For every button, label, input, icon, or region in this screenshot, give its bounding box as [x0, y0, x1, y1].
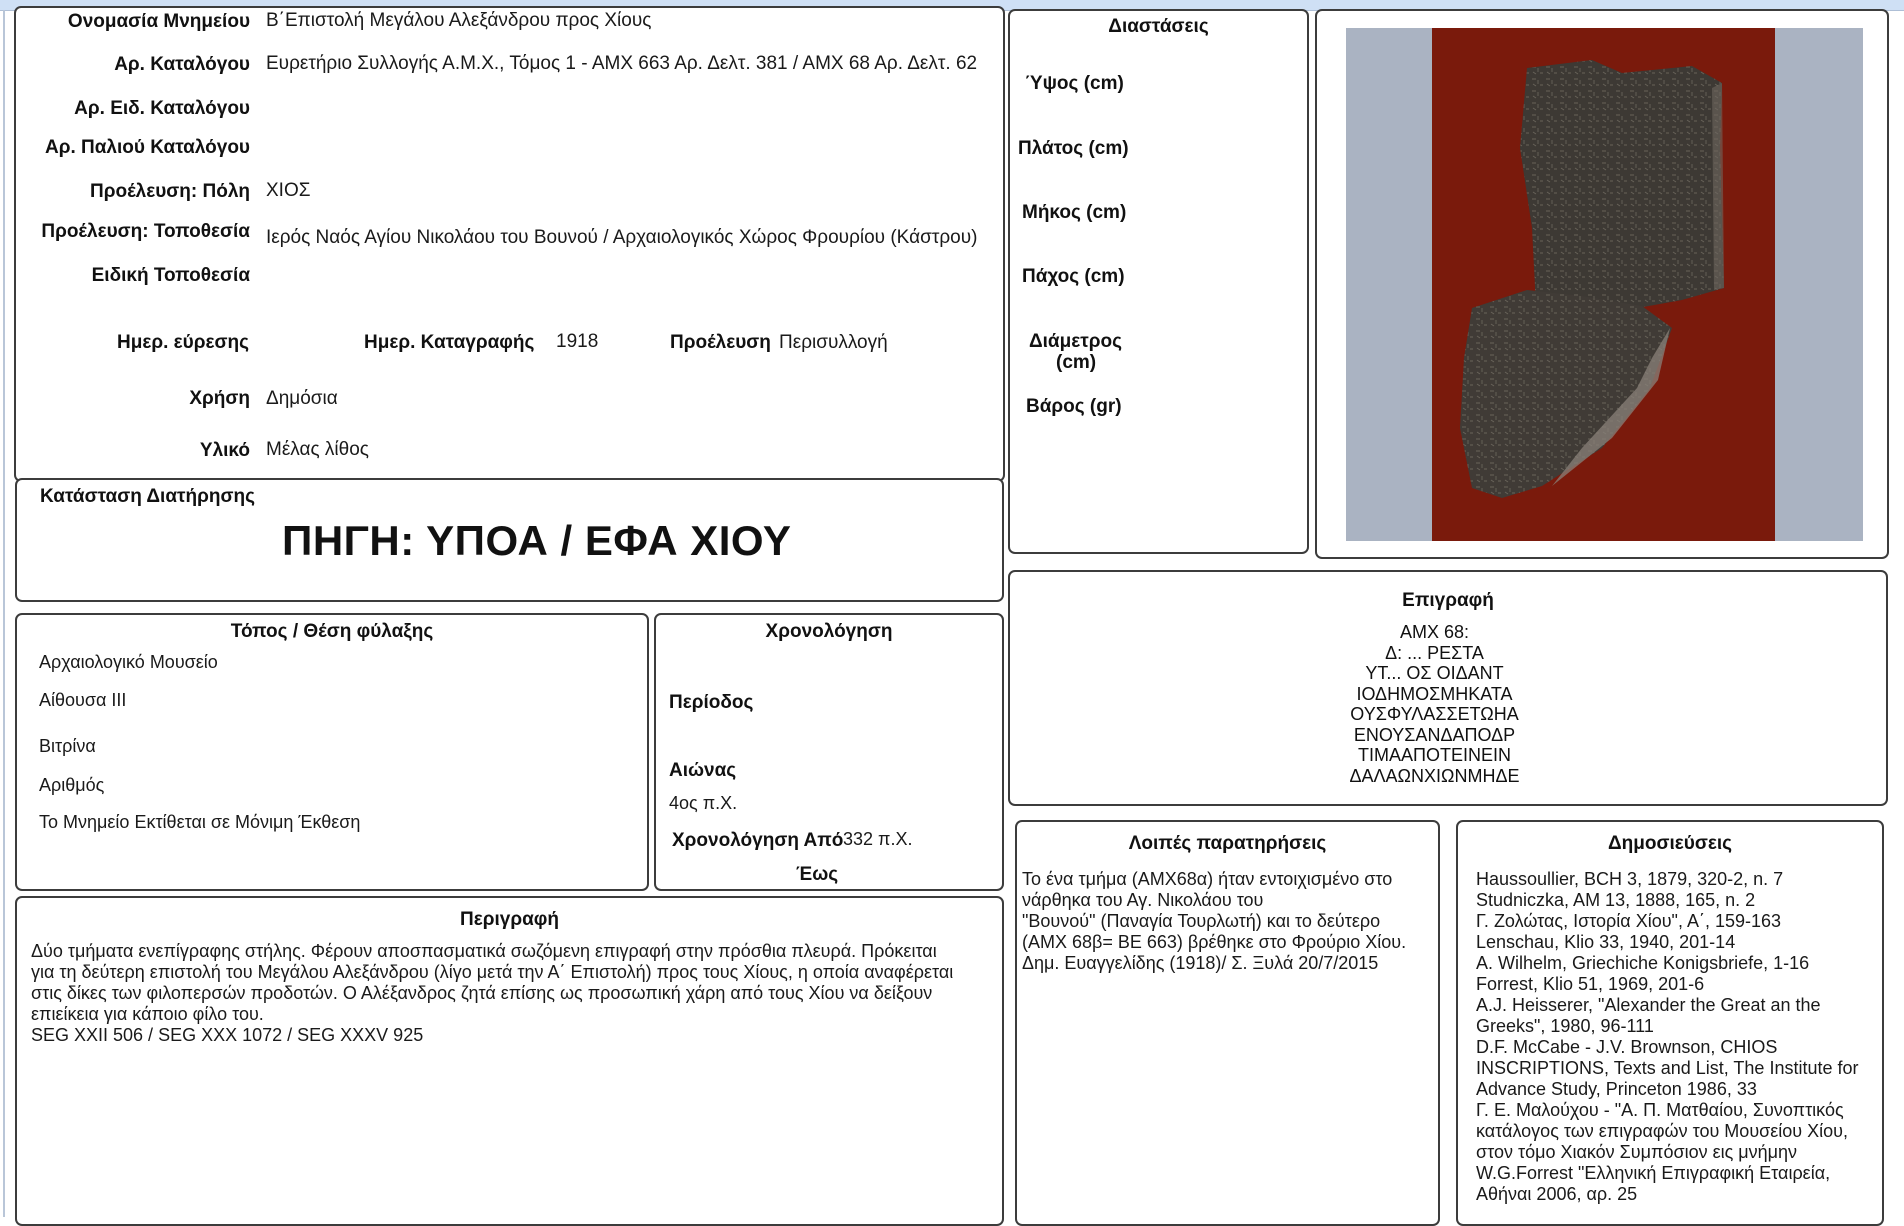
storage-hall: Αίθουσα ΙΙΙ	[39, 690, 127, 710]
origin-city-value: ΧΙΟΣ	[266, 180, 311, 201]
publications-title: Δημοσιεύσεις	[1607, 833, 1733, 854]
specific-place-label: Ειδική Τοποθεσία	[91, 265, 250, 286]
left-border	[3, 10, 5, 1217]
publication-entry: Studniczka, AM 13, 1888, 165, n. 2	[1476, 890, 1756, 910]
inscription-line: ΙΟΔΗΜΟΣΜΗΚΑΤΑ	[1356, 683, 1513, 704]
name-value: Β΄Επιστολή Μεγάλου Αλεξάνδρου προς Χίους	[266, 10, 652, 31]
publication-entry: στον τόμο Χιακόν Συμπόσιον εις μνήμην	[1476, 1142, 1798, 1162]
century-label: Αιώνας	[669, 760, 737, 781]
storage-museum: Αρχαιολογικό Μουσείο	[39, 652, 218, 672]
inscription-title: Επιγραφή	[1402, 590, 1494, 611]
dating-from-value: 332 π.Χ.	[843, 829, 913, 849]
use-value: Δημόσια	[266, 388, 338, 409]
publication-entry: Γ. Ε. Μαλούχου - "Α. Π. Ματθαίου, Συνοπτικός	[1476, 1100, 1844, 1120]
dating-from-label: Χρονολόγηση Από	[672, 830, 844, 851]
origin-city-label: Προέλευση: Πόλη	[89, 181, 250, 202]
description-line: επιείκεια για κάποιο φίλο του.	[31, 1004, 264, 1024]
publications-list	[1476, 869, 1876, 1205]
storage-case: Βιτρίνα	[39, 736, 96, 756]
inscription-text	[983, 622, 1886, 786]
inscription-line: ΕΝΟΥΣΑΝΔΑΠΟΔΡ	[1353, 724, 1516, 745]
publication-entry: A.J. Heisserer, "Alexander the Great an the	[1476, 995, 1821, 1015]
provenance-value: Περισυλλογή	[779, 332, 888, 353]
length-label: Μήκος (cm)	[1022, 202, 1127, 223]
description-line: SEG XXII 506 / SEG XXX 1072 / SEG XXXV 925	[31, 1025, 424, 1045]
remarks-line: νάρθηκα του Αγ. Νικολάου του	[1022, 890, 1264, 910]
century-value: 4ος π.Χ.	[669, 793, 738, 813]
condition-label: Κατάσταση Διατήρησης	[40, 486, 255, 507]
description-line: για τη δεύτερη επιστολή του Μεγάλου Αλεξάνδρου (λίγο μετά την Α΄ Επιστολή) προς τους Χίους, η οποία αναφέρεται	[31, 962, 954, 982]
description-line: στις δίκες των φιλοπερσών προδοτών. Ο Αλέξανδρος ζητά επίσης ως προσωπική χάρη από τους Χίου να δείξουν	[31, 983, 933, 1003]
inscription-line: ΑΜΧ 68:	[1399, 622, 1470, 642]
inscription-line: Δ: ... ΡΕΣΤΑ	[1385, 642, 1484, 663]
inscription-line: ΥΤ... ΟΣ ΟΙΔΑΝΤ	[1365, 663, 1504, 683]
material-label: Υλικό	[199, 440, 250, 461]
origin-place-value: Ιερός Ναός Αγίου Νικολάου του Βουνού / Αρχαιολογικός Χώρος Φρουρίου (Κάστρου)	[266, 227, 978, 248]
old-catalog-label: Αρ. Παλιού Καταλόγου	[45, 137, 250, 158]
publication-entry: Forrest, Klio 51, 1969, 201-6	[1476, 974, 1705, 994]
thickness-label: Πάχος (cm)	[1022, 266, 1125, 287]
inscription-line: ΤΙΜΑΑΠΟΤΕΙΝΕΙΝ	[1357, 745, 1511, 765]
description-line: Δύο τμήματα ενεπίγραφης στήλης. Φέρουν αποσπασματικά σωζόμενη επιγραφή στην πρόσθια πλευρά. Πρόκειται	[31, 941, 937, 961]
storage-title: Τόπος / Θέση φύλαξης	[230, 621, 434, 642]
publication-entry: Αθήναι 2006, αρ. 25	[1476, 1184, 1638, 1204]
remarks-title: Λοιπές παρατηρήσεις	[1128, 833, 1327, 854]
special-catalog-label: Αρ. Ειδ. Καταλόγου	[74, 98, 250, 119]
publication-entry: D.F. McCabe - J.V. Brownson, CHIOS	[1476, 1037, 1778, 1057]
dating-title: Χρονολόγηση	[765, 621, 893, 642]
publication-entry: W.G.Forrest "Ελληνική Επιγραφική Εταιρεία,	[1476, 1163, 1831, 1183]
dating-to-label: Έως	[796, 864, 839, 885]
publication-entry: κατάλογος των επιγραφών του Μουσείου Χίου,	[1476, 1121, 1849, 1141]
material-value: Μέλας λίθος	[266, 439, 369, 460]
inscription-line: ΔΑΛΑΩΝΧΙΩΝΜΗΔΕ	[1349, 765, 1520, 786]
remarks-line: (ΑΜΧ 68β= ΒΕ 663) βρέθηκε στο Φρούριο Χίου.	[1022, 932, 1407, 952]
publication-entry: Greeks", 1980, 96-111	[1476, 1016, 1654, 1036]
dimensions-title: Διαστάσεις	[1108, 16, 1209, 37]
width-label: Πλάτος (cm)	[1018, 138, 1129, 159]
remarks-line: Το ένα τμήμα (ΑΜΧ68α) ήταν εντοιχισμένο στο	[1022, 869, 1393, 889]
description-title: Περιγραφή	[460, 909, 559, 930]
provenance-label: Προέλευση	[670, 332, 771, 353]
diameter-label: Διάμετρος	[1029, 331, 1122, 352]
storage-number: Αριθμός	[39, 775, 105, 795]
record-date-label: Ημερ. Καταγραφής	[364, 332, 535, 353]
publication-entry: Haussoullier, BCH 3, 1879, 320-2, n. 7	[1476, 869, 1784, 889]
origin-place-label: Προέλευση: Τοποθεσία	[41, 221, 250, 242]
publication-entry: Γ. Ζολώτας, Ιστορία Χίου", Α΄, 159-163	[1476, 911, 1782, 931]
remarks-line: "Βουνού" (Παναγία Τουρλωτή) και το δεύτερο	[1022, 911, 1381, 931]
find-date-label: Ημερ. εύρεσης	[116, 332, 249, 353]
catalog-value: Ευρετήριο Συλλογής Α.Μ.Χ., Τόμος 1 - ΑΜΧ 663 Αρ. Δελτ. 381 / ΑΜΧ 68 Αρ. Δελτ. 62	[266, 53, 978, 74]
inscription-line: ΟΥΣΦΥΛΑΣΣΕΤΩΗΑ	[1350, 704, 1519, 724]
remarks-line: Δημ. Ευαγγελίδης (1918)/ Σ. Ξυλά 20/7/2015	[1022, 953, 1379, 973]
height-label: Ύψος (cm)	[1025, 73, 1124, 94]
name-label: Ονομασία Μνημείου	[67, 11, 250, 32]
use-label: Χρήση	[189, 388, 250, 409]
record-date-value: 1918	[556, 331, 599, 352]
diameter-unit-label: (cm)	[1056, 352, 1097, 373]
period-label: Περίοδος	[669, 692, 754, 713]
remarks-text	[1022, 869, 1434, 974]
description-text	[31, 941, 981, 1046]
catalog-label: Αρ. Καταλόγου	[114, 54, 250, 75]
stone-stele-photo	[1432, 28, 1775, 541]
publication-entry: Advance Study, Princeton 1986, 33	[1476, 1079, 1757, 1099]
publication-entry: INSCRIPTIONS, Texts and List, The Institute for	[1476, 1058, 1859, 1078]
source-credit: ΠΗΓΗ: ΥΠΟΑ / ΕΦΑ ΧΙΟΥ	[282, 517, 792, 564]
storage-exhibit: Το Μνημείο Εκτίθεται σε Μόνιμη Έκθεση	[39, 812, 361, 832]
publication-entry: A. Wilhelm, Griechiche Konigsbriefe, 1-16	[1476, 953, 1810, 973]
weight-label: Βάρος (gr)	[1026, 396, 1122, 417]
inscription-panel	[1008, 570, 1888, 806]
publication-entry: Lenschau, Klio 33, 1940, 201-14	[1476, 932, 1736, 952]
